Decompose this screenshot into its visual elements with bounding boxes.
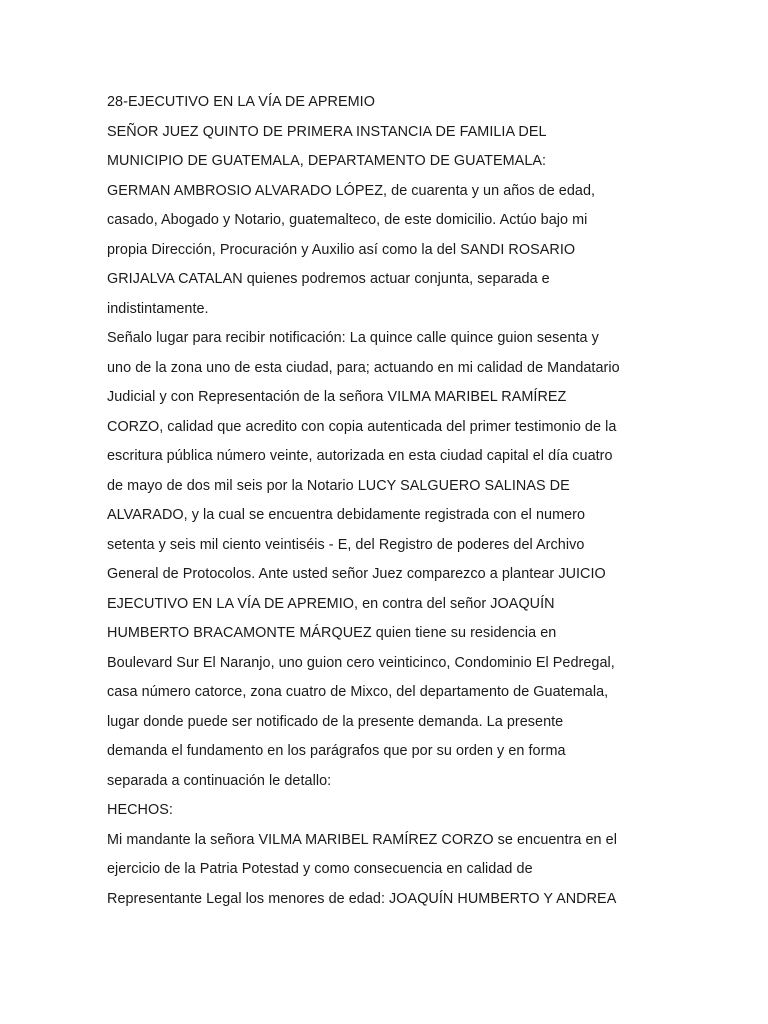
paragraph-line: separada a continuación le detallo: [107, 772, 332, 789]
paragraph-line: lugar donde puede ser notificado de la presente demanda. La presente [107, 713, 564, 730]
paragraph-line: escritura pública número veinte, autorizada en esta ciudad capital el día cuatro [107, 448, 613, 464]
paragraph-line: de mayo de dos mil seis por la Notario LUCY SALGUERO SALINAS DE [107, 477, 570, 494]
paragraph-line: casado, Abogado y Notario, guatemalteco, de este domicilio. Actúo bajo mi [107, 212, 588, 228]
paragraph-line: Judicial y con Representación de la señora VILMA MARIBEL RAMÍREZ [107, 389, 567, 405]
paragraph-line: Boulevard Sur El Naranjo, uno guion cero veinticinco, Condominio El Pedregal, [107, 654, 615, 671]
section-heading: HECHOS: [107, 802, 173, 818]
paragraph-line: Señalo lugar para recibir notificación: La quince calle quince guion sesenta y [107, 330, 599, 346]
paragraph-line: General de Protocolos. Ante usted señor Juez comparezco a plantear JUICIO [107, 566, 606, 582]
paragraph-line: indistintamente. [107, 300, 209, 317]
paragraph-line: ejercicio de la Patria Potestad y como consecuencia en calidad de [107, 861, 533, 877]
paragraph-line: GERMAN AMBROSIO ALVARADO LÓPEZ, de cuarenta y un años de edad, [107, 182, 596, 199]
paragraph-line: casa número catorce, zona cuatro de Mixco, del departamento de Guatemala, [107, 684, 609, 700]
paragraph-line: Representante Legal los menores de edad: JOAQUÍN HUMBERTO Y ANDREA [107, 890, 617, 907]
paragraph-line: propia Dirección, Procuración y Auxilio así como la del SANDI ROSARIO [107, 241, 576, 258]
paragraph-line: Mi mandante la señora VILMA MARIBEL RAMÍREZ CORZO se encuentra en el [107, 831, 617, 848]
paragraph-line: EJECUTIVO EN LA VÍA DE APREMIO, en contra del señor JOAQUÍN [107, 595, 555, 612]
document-title: 28-EJECUTIVO EN LA VÍA DE APREMIO [107, 94, 375, 110]
document-body [107, 88, 667, 914]
paragraph-line: ALVARADO, y la cual se encuentra debidamente registrada con el numero [107, 507, 586, 523]
paragraph-line: CORZO, calidad que acredito con copia autenticada del primer testimonio de la [107, 418, 617, 435]
addressee-line: MUNICIPIO DE GUATEMALA, DEPARTAMENTO DE GUATEMALA: [107, 153, 547, 169]
paragraph-line: uno de la zona uno de esta ciudad, para; actuando en mi calidad de Mandatario [107, 359, 620, 376]
paragraph-line: demanda el fundamento en los parágrafos que por su orden y en forma [107, 743, 566, 759]
paragraph-line: GRIJALVA CATALAN quienes podremos actuar conjunta, separada e [107, 271, 550, 287]
addressee-line: SEÑOR JUEZ QUINTO DE PRIMERA INSTANCIA DE FAMILIA DEL [107, 123, 547, 140]
paragraph-line: setenta y seis mil ciento veintiséis - E, del Registro de poderes del Archivo [107, 536, 585, 553]
paragraph-line: HUMBERTO BRACAMONTE MÁRQUEZ quien tiene su residencia en [107, 625, 557, 641]
